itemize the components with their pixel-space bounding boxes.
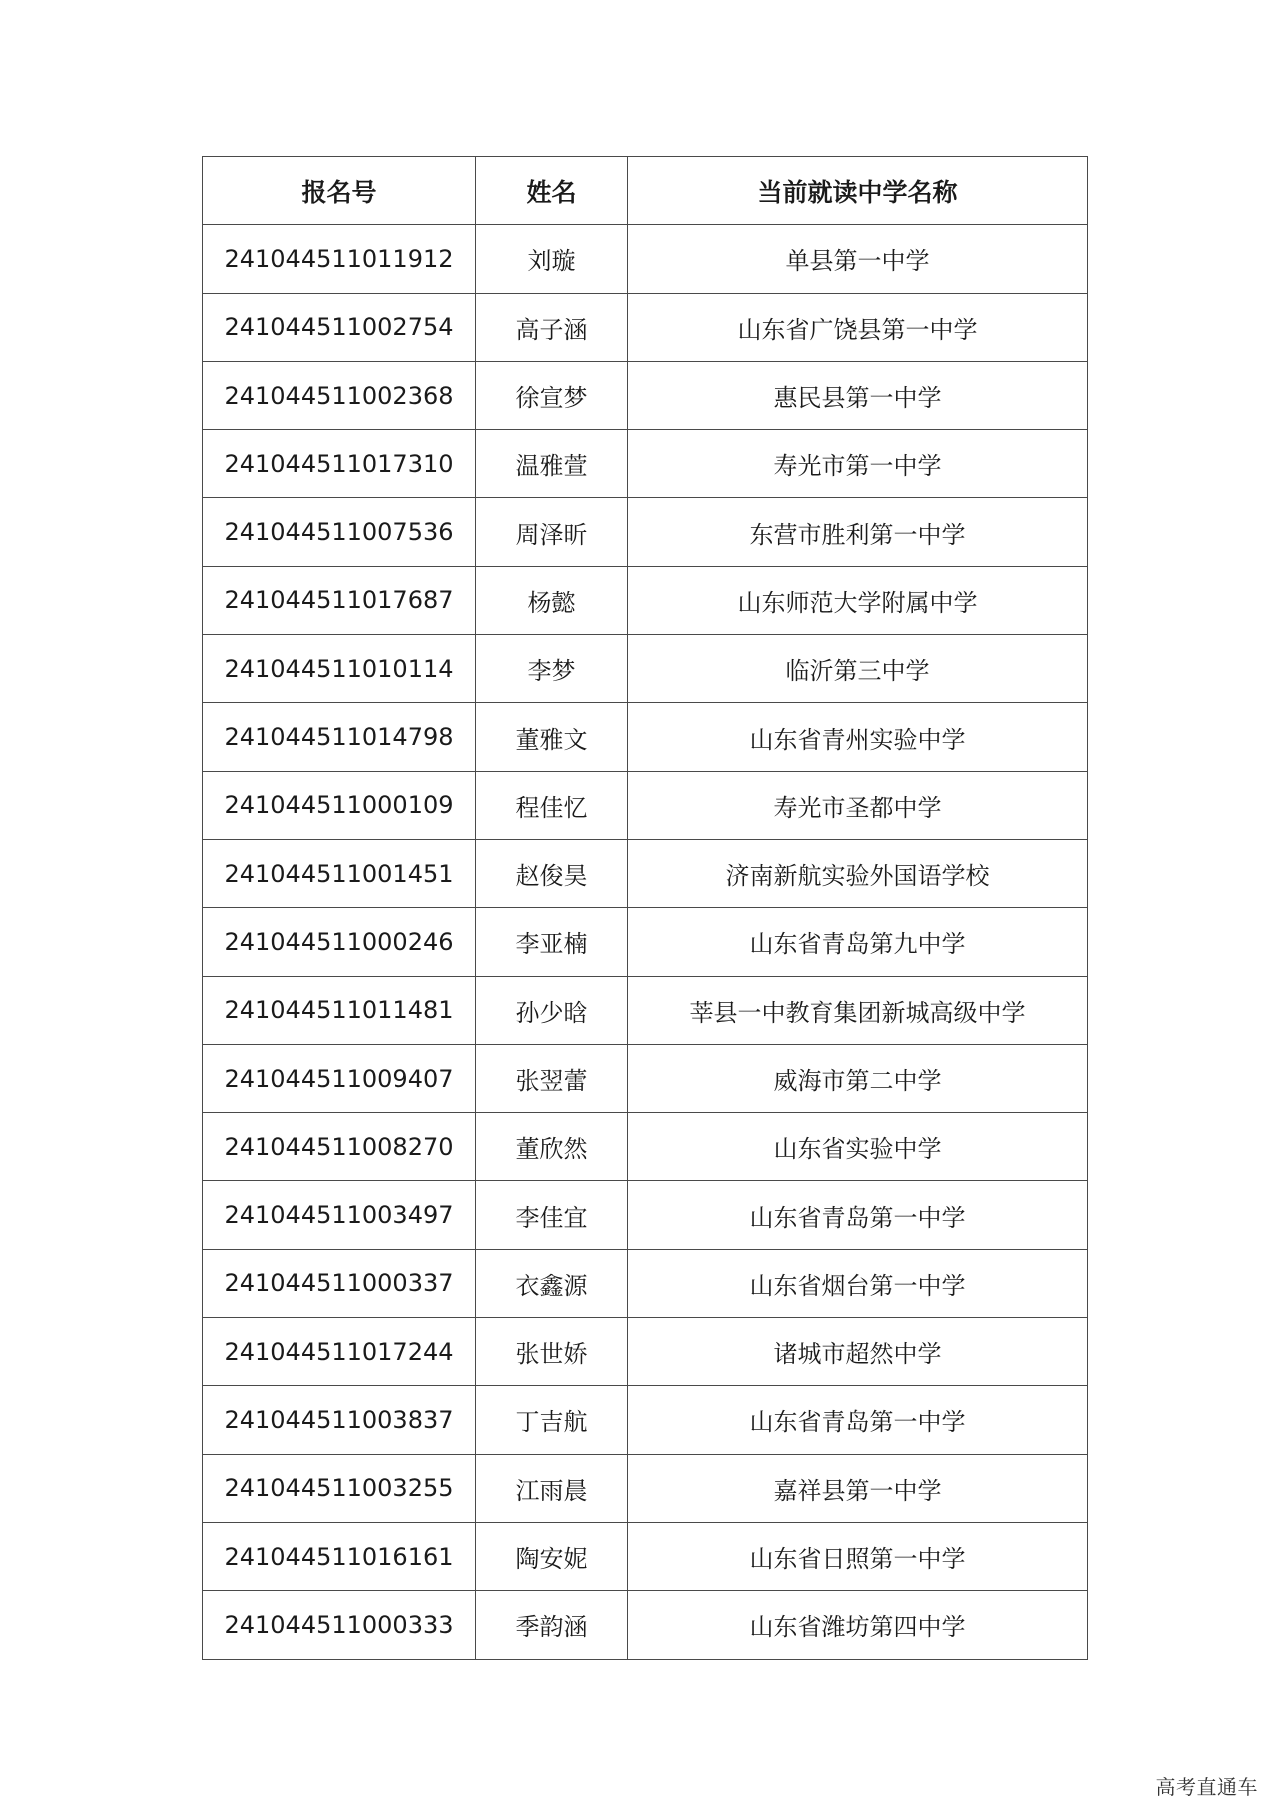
- cell-name: 张世娇: [476, 1318, 628, 1386]
- cell-school-name: 莘县一中教育集团新城高级中学: [628, 976, 1088, 1044]
- cell-school-name: 山东省青岛第九中学: [628, 908, 1088, 976]
- table-row: [203, 225, 1088, 293]
- cell-registration-number: 241044511000333: [203, 1591, 476, 1659]
- header-name: 姓名: [476, 157, 628, 225]
- table-row: [203, 361, 1088, 429]
- cell-school-name: 惠民县第一中学: [628, 361, 1088, 429]
- cell-name: 高子涵: [476, 293, 628, 361]
- cell-registration-number: 241044511000337: [203, 1249, 476, 1317]
- cell-school-name: 山东省青州实验中学: [628, 703, 1088, 771]
- cell-name: 孙少晗: [476, 976, 628, 1044]
- cell-registration-number: 241044511010114: [203, 635, 476, 703]
- cell-school-name: 山东省烟台第一中学: [628, 1249, 1088, 1317]
- cell-registration-number: 241044511003837: [203, 1386, 476, 1454]
- table-row: [203, 771, 1088, 839]
- table-row: [203, 293, 1088, 361]
- cell-name: 董欣然: [476, 1113, 628, 1181]
- cell-registration-number: 241044511007536: [203, 498, 476, 566]
- table-row: [203, 1386, 1088, 1454]
- cell-name: 张翌蕾: [476, 1044, 628, 1112]
- table-row: [203, 1249, 1088, 1317]
- cell-registration-number: 241044511008270: [203, 1113, 476, 1181]
- cell-school-name: 东营市胜利第一中学: [628, 498, 1088, 566]
- cell-school-name: 威海市第二中学: [628, 1044, 1088, 1112]
- table-row: [203, 1044, 1088, 1112]
- cell-name: 周泽昕: [476, 498, 628, 566]
- cell-registration-number: 241044511017687: [203, 566, 476, 634]
- cell-school-name: 诸城市超然中学: [628, 1318, 1088, 1386]
- cell-school-name: 嘉祥县第一中学: [628, 1454, 1088, 1522]
- table-row: [203, 498, 1088, 566]
- table-row: [203, 908, 1088, 976]
- cell-name: 李亚楠: [476, 908, 628, 976]
- table-row: [203, 430, 1088, 498]
- cell-name: 李佳宜: [476, 1181, 628, 1249]
- cell-school-name: 单县第一中学: [628, 225, 1088, 293]
- cell-school-name: 山东省日照第一中学: [628, 1522, 1088, 1590]
- cell-registration-number: 241044511011481: [203, 976, 476, 1044]
- cell-name: 丁吉航: [476, 1386, 628, 1454]
- cell-school-name: 寿光市圣都中学: [628, 771, 1088, 839]
- table-header-row: [203, 157, 1088, 225]
- cell-school-name: 山东省广饶县第一中学: [628, 293, 1088, 361]
- table-row: [203, 839, 1088, 907]
- cell-registration-number: 241044511014798: [203, 703, 476, 771]
- cell-name: 赵俊昊: [476, 839, 628, 907]
- table-row: [203, 976, 1088, 1044]
- cell-school-name: 临沂第三中学: [628, 635, 1088, 703]
- cell-school-name: 山东省实验中学: [628, 1113, 1088, 1181]
- table-row: [203, 1591, 1088, 1659]
- cell-registration-number: 241044511003255: [203, 1454, 476, 1522]
- cell-registration-number: 241044511003497: [203, 1181, 476, 1249]
- cell-name: 李梦: [476, 635, 628, 703]
- cell-registration-number: 241044511002368: [203, 361, 476, 429]
- cell-school-name: 济南新航实验外国语学校: [628, 839, 1088, 907]
- cell-school-name: 山东师范大学附属中学: [628, 566, 1088, 634]
- cell-school-name: 寿光市第一中学: [628, 430, 1088, 498]
- table-row: [203, 703, 1088, 771]
- cell-registration-number: 241044511001451: [203, 839, 476, 907]
- header-registration-number: 报名号: [203, 157, 476, 225]
- table-row: [203, 566, 1088, 634]
- table-row: [203, 1522, 1088, 1590]
- table-row: [203, 1181, 1088, 1249]
- cell-name: 徐宣梦: [476, 361, 628, 429]
- cell-name: 程佳忆: [476, 771, 628, 839]
- cell-registration-number: 241044511017310: [203, 430, 476, 498]
- cell-school-name: 山东省青岛第一中学: [628, 1181, 1088, 1249]
- table-row: [203, 1113, 1088, 1181]
- cell-name: 董雅文: [476, 703, 628, 771]
- watermark: 高考直通车: [1155, 1775, 1258, 1799]
- cell-name: 江雨晨: [476, 1454, 628, 1522]
- table-row: [203, 1318, 1088, 1386]
- students-table: [202, 156, 1088, 1660]
- table-row: [203, 1454, 1088, 1522]
- cell-registration-number: 241044511011912: [203, 225, 476, 293]
- cell-name: 温雅萱: [476, 430, 628, 498]
- cell-registration-number: 241044511000109: [203, 771, 476, 839]
- cell-name: 衣鑫源: [476, 1249, 628, 1317]
- cell-name: 刘璇: [476, 225, 628, 293]
- cell-name: 陶安妮: [476, 1522, 628, 1590]
- table-row: [203, 635, 1088, 703]
- cell-school-name: 山东省潍坊第四中学: [628, 1591, 1088, 1659]
- header-school-name: 当前就读中学名称: [628, 157, 1088, 225]
- cell-school-name: 山东省青岛第一中学: [628, 1386, 1088, 1454]
- cell-registration-number: 241044511009407: [203, 1044, 476, 1112]
- cell-name: 杨懿: [476, 566, 628, 634]
- cell-registration-number: 241044511002754: [203, 293, 476, 361]
- cell-name: 季韵涵: [476, 1591, 628, 1659]
- cell-registration-number: 241044511017244: [203, 1318, 476, 1386]
- cell-registration-number: 241044511000246: [203, 908, 476, 976]
- cell-registration-number: 241044511016161: [203, 1522, 476, 1590]
